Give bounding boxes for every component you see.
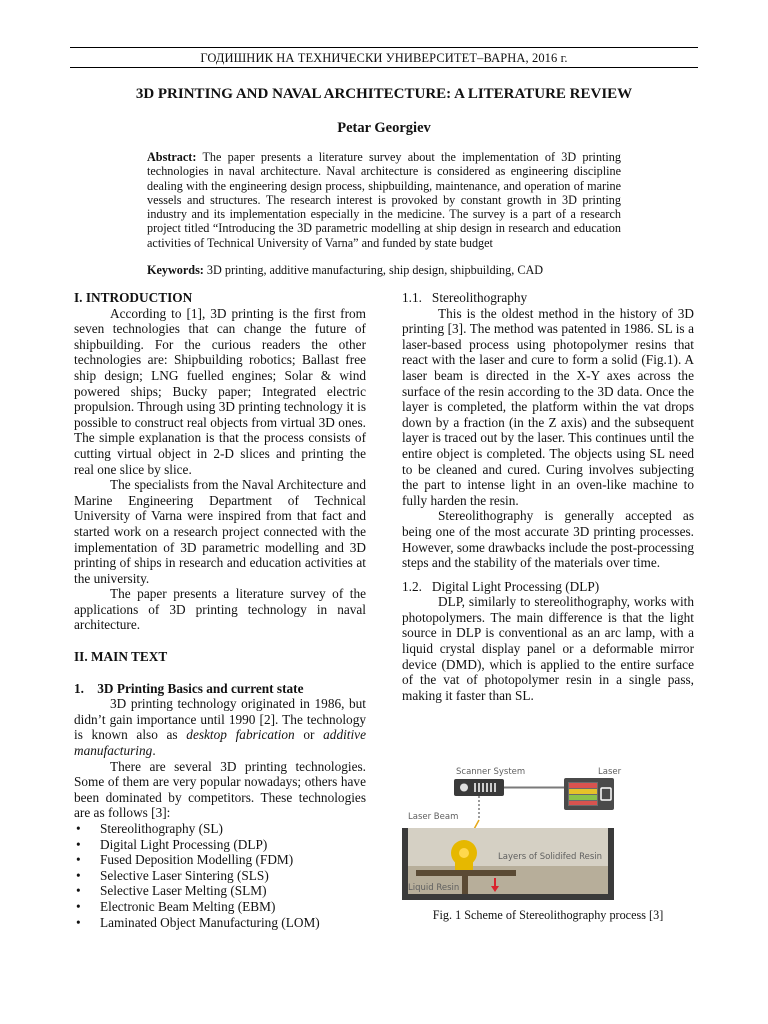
intro-heading: I. INTRODUCTION — [74, 290, 193, 305]
list-item: • Selective Laser Melting (SLM) — [74, 883, 366, 899]
figure-label-scanner: Scanner System — [456, 767, 526, 777]
intro-paragraph-3: The paper presents a literature survey of the applications of 3D printing technology in naval architecture. — [74, 586, 366, 633]
left-column — [74, 290, 366, 930]
intro-paragraph-2: The specialists from the Naval Architecture and Marine Engineering Department of Technical University of Varna were inspired from that fact and started work on a research project connected with the implementation of 3D parametric modelling and 3D printing of ships in research and education activities at the university. — [74, 477, 366, 586]
basics-paragraph-2: There are several 3D printing technologies. Some of them are very popular nowadays; others have been dominated by competitors. These technologies are as follows [3]: — [74, 758, 366, 821]
list-item: • Laminated Object Manufacturing (LOM) — [74, 915, 366, 931]
author-name: Petar Georgiev — [337, 120, 431, 136]
figure-label-layers: Layers of Solidifed Resin — [498, 852, 603, 862]
basics-term-desktop-fabrication: desktop fabrication — [186, 727, 295, 743]
basics-text-a: 3D printing technology originated in 1986, but didn’t gain importance until 1990 [2]. The technology is known also as — [74, 696, 366, 743]
right-column — [402, 290, 694, 703]
list-item: • Stereolithography (SL) — [74, 821, 366, 837]
technology-list — [74, 821, 366, 930]
keywords — [147, 263, 621, 277]
figure-label-laser: Laser — [598, 767, 622, 777]
basics-text-b: or — [294, 727, 324, 743]
basics-heading: 1. 3D Printing Basics and current state — [74, 680, 304, 696]
list-item: • Fused Deposition Modelling (FDM) — [74, 852, 366, 868]
keywords-text: 3D printing, additive manufacturing, ship design, shipbuilding, CAD — [203, 263, 544, 277]
list-item: • Selective Laser Sintering (SLS) — [74, 868, 366, 884]
basics-term-additive-manufacturing: additive manufacturing — [74, 727, 366, 759]
stereolithography-heading: 1.1. Stereolithography — [402, 290, 528, 305]
list-item: • Electronic Beam Melting (EBM) — [74, 899, 366, 915]
dlp-heading: 1.2. Digital Light Processing (DLP) — [402, 578, 600, 594]
abstract-label: Abstract: — [147, 150, 197, 164]
paper-title: 3D PRINTING AND NAVAL ARCHITECTURE: A LITERATURE REVIEW — [135, 86, 633, 102]
dlp-paragraph-1: DLP, similarly to stereolithography, works with photopolymers. The main difference is that the light source in DLP is conventional as an arc lamp, with a liquid crystal display panel or a deformable mirror device (DMD), which is applied to the entire surface of the vat of photopolymer resin in a single pass, making it faster than SL. — [402, 594, 694, 703]
abstract-text: The paper presents a literature survey about the implementation of 3D printing technologies in naval architecture. Naval architecture is considered as engineering discipline dealing with the engineering design process, shipbuilding, maintenance, and operation of marine vessels and structures. The research interest is provoked by constant growth in 3D printing industry and its implementation especially in the medicine. The survey is a part of a research project titled “Introducing the 3D parametric modelling at ship design in research and education activities of Technical University of Varna” and funded by state budget — [147, 150, 621, 250]
keywords-label: Keywords: — [147, 263, 204, 277]
stereolithography-paragraph-1: This is the oldest method in the history of 3D printing [3]. The method was patented in 1986. SL is a laser-based process using photopolymer resins that react with the laser and cure to form a solid (Fig.1). A laser beam is directed in the X-Y axes across the surface of the resin according to the 3D data. Once the layer is completed, the platform within the vat drops down by a fraction (in the Z axis) and the subsequent layer is traced out by the laser. This continues until the entire object is completed. The objects using SL need to be cleaned and cured. Curing involves subjecting the part to intense light in an oven-like machine to fully harden the resin. — [402, 305, 694, 508]
stereolithography-paragraph-2: Stereolithography is generally accepted as being one of the most accurate 3D printing processes. However, some drawbacks include the post-processing steps and the stability of the materials over time. — [402, 508, 694, 571]
figure-caption: Fig. 1 Scheme of Stereolithography process [3] — [432, 908, 664, 922]
main-text-heading: II. MAIN TEXT — [74, 649, 168, 665]
intro-paragraph-1: According to [1], 3D printing is the first from seven technologies that can change the future of shipbuilding. For the curious readers the other technologies are: Shipbuilding robotics; Ballast free ship design; LNG fuelled engines; Solar & wind powered ships; Bucky paper; Integrated electric propulsion. Through using 3D printing technology it is possible to construct real objects from virtual 3D ones. The simple explanation is that the process consists of cutting virtual object in 2-D slices and printing the real one slice by slice. — [74, 305, 366, 477]
running-head: ГОДИШНИК НА ТЕХНИЧЕСКИ УНИВЕРСИТЕТ–ВАРНА, 2016 г. — [200, 51, 568, 65]
figure-label-resin: Liquid Resin — [408, 883, 460, 893]
header-rule-bottom — [70, 67, 698, 68]
list-item: • Digital Light Processing (DLP) — [74, 837, 366, 853]
build-platform — [416, 870, 516, 876]
basics-text-c: . — [152, 743, 156, 759]
stereolithography-figure — [402, 762, 622, 900]
header-rule-top — [70, 47, 698, 48]
figure-label-beam: Laser Beam — [408, 812, 459, 822]
abstract — [147, 150, 621, 250]
basics-paragraph-1 — [74, 696, 366, 758]
